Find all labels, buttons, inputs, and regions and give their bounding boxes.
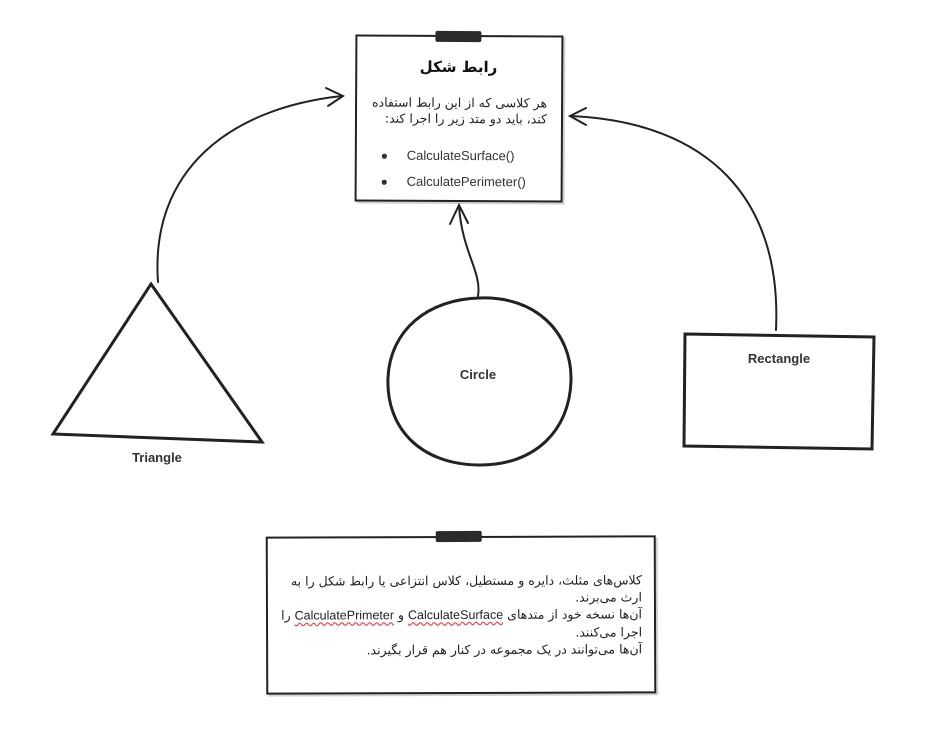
triangle-label: Triangle <box>132 450 182 465</box>
method-name-surface: CalculateSurface <box>407 607 504 623</box>
triangle-inheritance-arrow <box>157 88 343 282</box>
method-list <box>381 143 526 196</box>
method-item <box>381 143 526 170</box>
summary-line-2: آن‌ها نسخه خود از متدهای CalculateSurface و CalculatePrimeter را اجرا می‌کنند. <box>281 606 643 640</box>
method-name: CalculateSurface() <box>406 147 515 164</box>
bullet-icon: ● <box>380 148 389 163</box>
interface-title: رابط شکل <box>419 57 498 77</box>
method-item <box>381 169 526 196</box>
summary-line-3: آن‌ها می‌توانند در یک مجموعه در کنار هم قرار بگیرند. <box>366 641 643 658</box>
summary-note <box>266 535 657 694</box>
circle-inheritance-arrow <box>450 205 479 296</box>
tape-strip <box>435 31 481 42</box>
tape-strip <box>436 531 482 542</box>
shape-interface-note <box>355 34 564 202</box>
rectangle-label: Rectangle <box>747 351 811 366</box>
rectangle-inheritance-arrow <box>570 108 776 330</box>
summary-text <box>270 571 642 658</box>
method-name-perimeter: CalculatePrimeter <box>294 608 394 623</box>
interface-description: هر کلاسی که از این رابط استفاده کند، باید دو متد زیر را اجرا کند: <box>371 94 548 127</box>
triangle-shape <box>53 284 262 442</box>
method-name: CalculatePerimeter() <box>406 173 526 190</box>
summary-line-1: کلاس‌های مثلث، دایره و مستطیل، کلاس انتزاعی یا رابط شکل را به ارث می‌برند. <box>290 572 642 605</box>
circle-label: Circle <box>459 367 497 382</box>
bullet-icon: ● <box>380 174 388 189</box>
